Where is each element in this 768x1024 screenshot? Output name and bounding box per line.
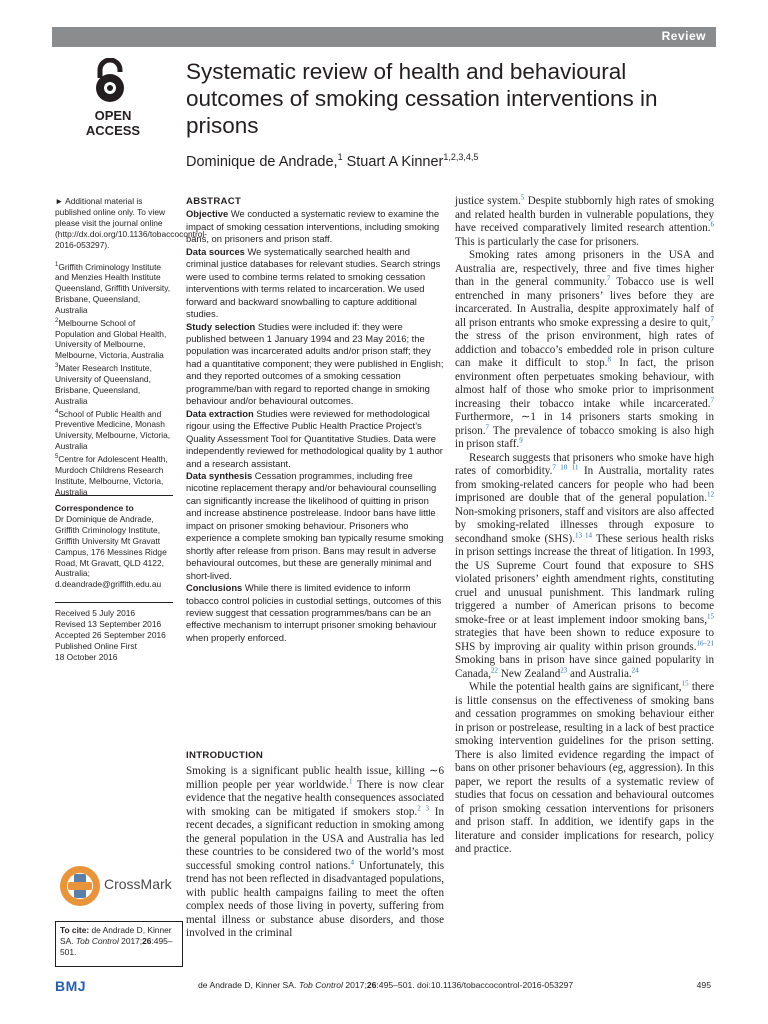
abstract-section-text: Studies were reviewed for methodological rigour using the Effective Public Health Practice Project’s Quality Assessment Tool for Quantitative Studies. Data were independently reviewed for methodological quality by 1 author and a research assistant. — [186, 407, 443, 469]
text: New Zealand — [498, 667, 561, 680]
reference-link[interactable]: 7 — [485, 422, 490, 431]
correspondence-heading: Correspondence to — [55, 503, 134, 513]
text: Despite stubbornly high rates of smoking and related health burden in vulnerable populations, they have received comparatively limited research attention. — [455, 195, 714, 234]
reference-link[interactable]: 6 — [710, 220, 714, 229]
text: There is now clear evidence that the negative health consequences associated with smoking can be mitigated if smokers stop. — [186, 778, 444, 818]
text: In Australia, mortality rates from smoking-related cancers for people who had been imprisoned are double that of the general population. — [455, 465, 714, 504]
author-name: Dominique de Andrade, — [186, 153, 338, 170]
abstract-section-label: Data synthesis — [186, 469, 253, 481]
abstract-section-text: Cessation programmes, including free nicotine replacement therapy and/or behavioural counselling can significantly increase the likelihood of quitting in prison and increase abstinence postrelease. Indoor bans have little impact on prisoner smoking behaviour. Prisoners who experience a complete smoking ban typically resume smoking shortly after release from prison. Bans may result in adverse behavioural outcomes, but these are generally minimal and short-lived. — [186, 469, 444, 581]
introduction-text — [186, 765, 444, 941]
citation-label: To cite: — [60, 925, 90, 935]
reference-link[interactable]: 4 — [350, 857, 355, 866]
reference-link[interactable]: 16–21 — [696, 638, 714, 647]
paragraph — [186, 765, 444, 941]
reference-link[interactable]: 7 — [710, 314, 714, 323]
text: These serious health risks in prison settings increase the threat of litigation. In 1993, the US Supreme Court found that exposure to SHS violated prisoners’ eighth amendment rights, constituting cruel and unusual punishment. This landmark ruling triggered a number of American prisons to become smoke-free or at least implement indoor smoking bans, — [455, 532, 714, 626]
date-published: 18 October 2016 — [55, 651, 118, 662]
text: and Australia. — [567, 667, 632, 680]
paragraph — [455, 452, 714, 682]
abstract-conclusions — [186, 582, 444, 644]
reference-link[interactable]: 13 14 — [574, 530, 592, 539]
affiliation-number: 2 — [55, 317, 59, 324]
abstract — [186, 196, 444, 644]
text: Smoking bans in prison have since gained popularity in Canada, — [455, 654, 714, 680]
abstract-section-label: Data extraction — [186, 407, 254, 419]
crossmark-label[interactable]: CrossMark — [104, 876, 172, 892]
affiliation-text: Centre for Adolescent Health, Murdoch Childrens Research Institute, Melbourne, Victoria, Australia — [55, 453, 168, 497]
abstract-section-text: Studies were included if: they were published between 1 January 1994 and 23 May 2016; the population was incarcerated adults and/or prison staff; they had a quantitative component; they were published in English; and they reported outcomes of a smoking cessation programme/ban with regard to reported change in smoking behaviour and/or behavioural outcomes. — [186, 320, 444, 407]
affiliation — [55, 260, 173, 316]
text: Unfortunately, this trend has not been reflected in disadvantaged populations, with public health campaigns failing to meet the often complex needs of those living in poverty, suffering from mental illness or substance abuse disorders, and those involved in the criminal — [186, 859, 445, 939]
abstract-section-text: We conducted a systematic review to examine the impact of smoking cessation interventions, including smoking bans, on prisoners and prison staff. — [186, 208, 440, 245]
affiliation-text: School of Public Health and Preventive Medicine, Monash University, Melbourne, Victoria, Australia — [55, 408, 171, 452]
text: In fact, the prison environment often perpetuates smoking behaviour, with almost half of those who smoke prior to imprisonment increasing their tobacco intake while incarcerated. — [455, 357, 714, 410]
text: While the potential health gains are significant, — [469, 681, 682, 693]
affiliation — [55, 452, 173, 497]
text: Furthermore, ∼1 in 14 prisoners starts smoking in prison. — [455, 411, 714, 437]
reference-link[interactable]: 8 — [607, 355, 611, 364]
text: Non-smoking prisoners, staff and visitors are also affected by smoking-related illnesses through exposure to secondhand smoke (SHS). — [455, 505, 714, 545]
reference-link[interactable]: 9 — [519, 436, 523, 445]
reference-link[interactable]: 12 — [707, 490, 714, 499]
abstract-section-text: We systematically searched health and criminal justice databases for relevant studies. Search strings were used to combine terms related to smoking cessation interventions with terms related to incarceration. We used forward and backward snowballing to capture additional studies. — [186, 245, 441, 320]
affiliation — [55, 407, 173, 452]
text: there is little consensus on the effectiveness of smoking bans and cessation programmes on smoking behaviour either in prison or postrelease, resulting in a lack of best practice smoking intervention guidelines for the prison setting. There is also limited evidence regarding the impact of bans on other prisoner behaviours (eg, aggression). In this paper, we report the results of a systematic review of studies that focus on cessation and behavioural outcomes of prison smoking cessation interventions for prisoners and prison staff. In addition, we identify gaps in the literature and consider implications for research, policy and practice. — [455, 681, 714, 855]
text: In recent decades, a significant reduction in smoking among the general population in the USA and Australia has led these countries to be considered two of the world’s most successful smoking control nations. — [186, 805, 445, 872]
reference-link[interactable]: 7 — [606, 274, 611, 283]
abstract-data-sources — [186, 246, 444, 321]
affiliation-number: 4 — [55, 408, 59, 415]
paragraph — [455, 249, 714, 452]
abstract-data-extraction — [186, 408, 444, 470]
author-name: Stuart A Kinner — [346, 153, 444, 170]
reference-link[interactable]: 5 — [520, 193, 525, 202]
footer-doi: :495–501. doi:10.1136/tobaccocontrol-2016-053297 — [376, 980, 574, 990]
reference-link[interactable]: 15 — [707, 611, 714, 620]
abstract-section-label: Conclusions — [186, 582, 243, 594]
text: strategies that have been shown to reduce exposure to SHS by improving air quality within prison grounds. — [455, 627, 714, 653]
section-header-bar — [52, 27, 716, 47]
sidebar-divider — [55, 602, 173, 603]
affiliation-text: Melbourne School of Population and Global Health, University of Melbourne, Melbourne, Victoria, Australia — [55, 317, 167, 361]
reference-link[interactable]: 7 — [710, 395, 714, 404]
abstract-objective — [186, 208, 444, 245]
footer-citation — [198, 980, 573, 990]
affiliation-text: Griffith Criminology Institute and Menzies Health Institute Queensland, Griffith University, Brisbane, Queensland, Australia — [55, 261, 171, 315]
footer-journal: Tob Control — [298, 980, 343, 990]
author-affiliation-marker: 1 — [337, 152, 343, 162]
introduction-heading: INTRODUCTION — [186, 750, 264, 761]
abstract-study-selection — [186, 321, 444, 408]
reference-link[interactable]: 23 — [560, 665, 568, 674]
date-accepted: Accepted 26 September 2016 — [55, 629, 166, 640]
citation-volume: 26 — [142, 935, 152, 946]
reference-link[interactable]: 1 — [348, 776, 353, 785]
open-access-lock-icon — [90, 58, 130, 104]
text: Tobacco use is well entrenched in many prisoners’ lives before they are incarcerated. In Australia, despite approximately half of all prison entrants who smoke expressing a desire to quit, — [455, 276, 714, 329]
paragraph — [455, 195, 714, 249]
section-label: Review — [661, 29, 706, 43]
abstract-section-text: While there is limited evidence to inform tobacco control policies in custodial settings, outcomes of this review suggest that cessation programmes/bans can be an effective mechanism to interrupt prisoner smoking behaviour when properly enforced. — [186, 582, 442, 643]
text: The prevalence of tobacco smoking is also high in prison staff. — [455, 424, 714, 450]
text: justice system. — [455, 195, 521, 207]
author-list — [186, 152, 478, 170]
abstract-section-label: Study selection — [186, 320, 256, 332]
affiliation-number: 5 — [55, 454, 59, 461]
abstract-data-synthesis — [186, 470, 444, 582]
bmj-logo[interactable]: BMJ — [55, 978, 87, 994]
correspondence-text: Dr Dominique de Andrade, Griffith Criminology Institute, Griffith University Mt Gravatt Campus, 176 Messines Ridge Road, Mt Gravatt, QLD 4122, Australia; d.deandrade@griffith.edu.au — [55, 513, 167, 590]
affiliation — [55, 316, 173, 361]
citation-box — [55, 921, 183, 967]
text: Smoking rates among prisoners in the USA and Australia are, respectively, three and five times higher than in the general community. — [455, 249, 714, 288]
citation-year: 2017; — [118, 935, 143, 946]
footer-authors: de Andrade D, Kinner SA. — [198, 980, 299, 990]
open-access-label: OPEN ACCESS — [85, 108, 141, 138]
page-number: 495 — [696, 980, 711, 990]
affiliation-number: 3 — [55, 363, 59, 370]
abstract-section-label: Data sources — [186, 245, 245, 257]
text: Smoking is a significant public health issue, killing ∼6 million people per year worldwide. — [186, 765, 444, 791]
abstract-section-label: Objective — [186, 208, 229, 220]
abstract-heading: ABSTRACT — [186, 196, 242, 207]
citation-authors: de Andrade D, Kinner SA. — [60, 925, 172, 946]
reference-link[interactable]: 22 — [491, 665, 499, 674]
reference-link[interactable]: 15 — [681, 679, 689, 688]
footer-year: 2017; — [342, 980, 367, 990]
date-revised: Revised 13 September 2016 — [55, 618, 162, 629]
text: This is particularly the case for prisoners. — [455, 235, 639, 248]
text: the stress of the prison environment, high rates of addiction and tobacco’s embedded role in prison culture can make it difficult to stop. — [455, 330, 714, 369]
body-column-right — [455, 195, 714, 857]
reference-link[interactable]: 2 3 — [417, 803, 429, 812]
paragraph — [455, 681, 714, 857]
correspondence-block — [55, 503, 173, 590]
date-published-label: Published Online First — [55, 640, 137, 651]
citation-pages: :495–501. — [60, 935, 173, 957]
supplementary-note: ► Additional material is published online only. To view please visit the journal online (http://dx.doi.org/10.1136/tobaccocontrol-2016-053297). — [55, 196, 208, 250]
reference-link[interactable]: 24 — [631, 665, 639, 674]
article-title: Systematic review of health and behavioural outcomes of smoking cessation interventions in prisons — [186, 59, 658, 138]
affiliation-number: 1 — [55, 261, 59, 268]
article-dates — [55, 608, 173, 663]
sidebar-divider — [55, 495, 173, 496]
date-received: Received 5 July 2016 — [55, 608, 136, 618]
author-affiliation-marker: 1,2,3,4,5 — [443, 152, 479, 162]
affiliation — [55, 361, 173, 406]
reference-link[interactable]: 7 10 11 — [552, 463, 579, 472]
footer-volume: 26 — [366, 980, 377, 990]
citation-journal: Tob Control — [75, 935, 119, 946]
text: Research suggests that prisoners who smoke have high rates of comorbidity. — [455, 451, 714, 477]
affiliation-text: Mater Research Institute, University of Queensland, Brisbane, Queensland, Australia — [55, 363, 152, 406]
